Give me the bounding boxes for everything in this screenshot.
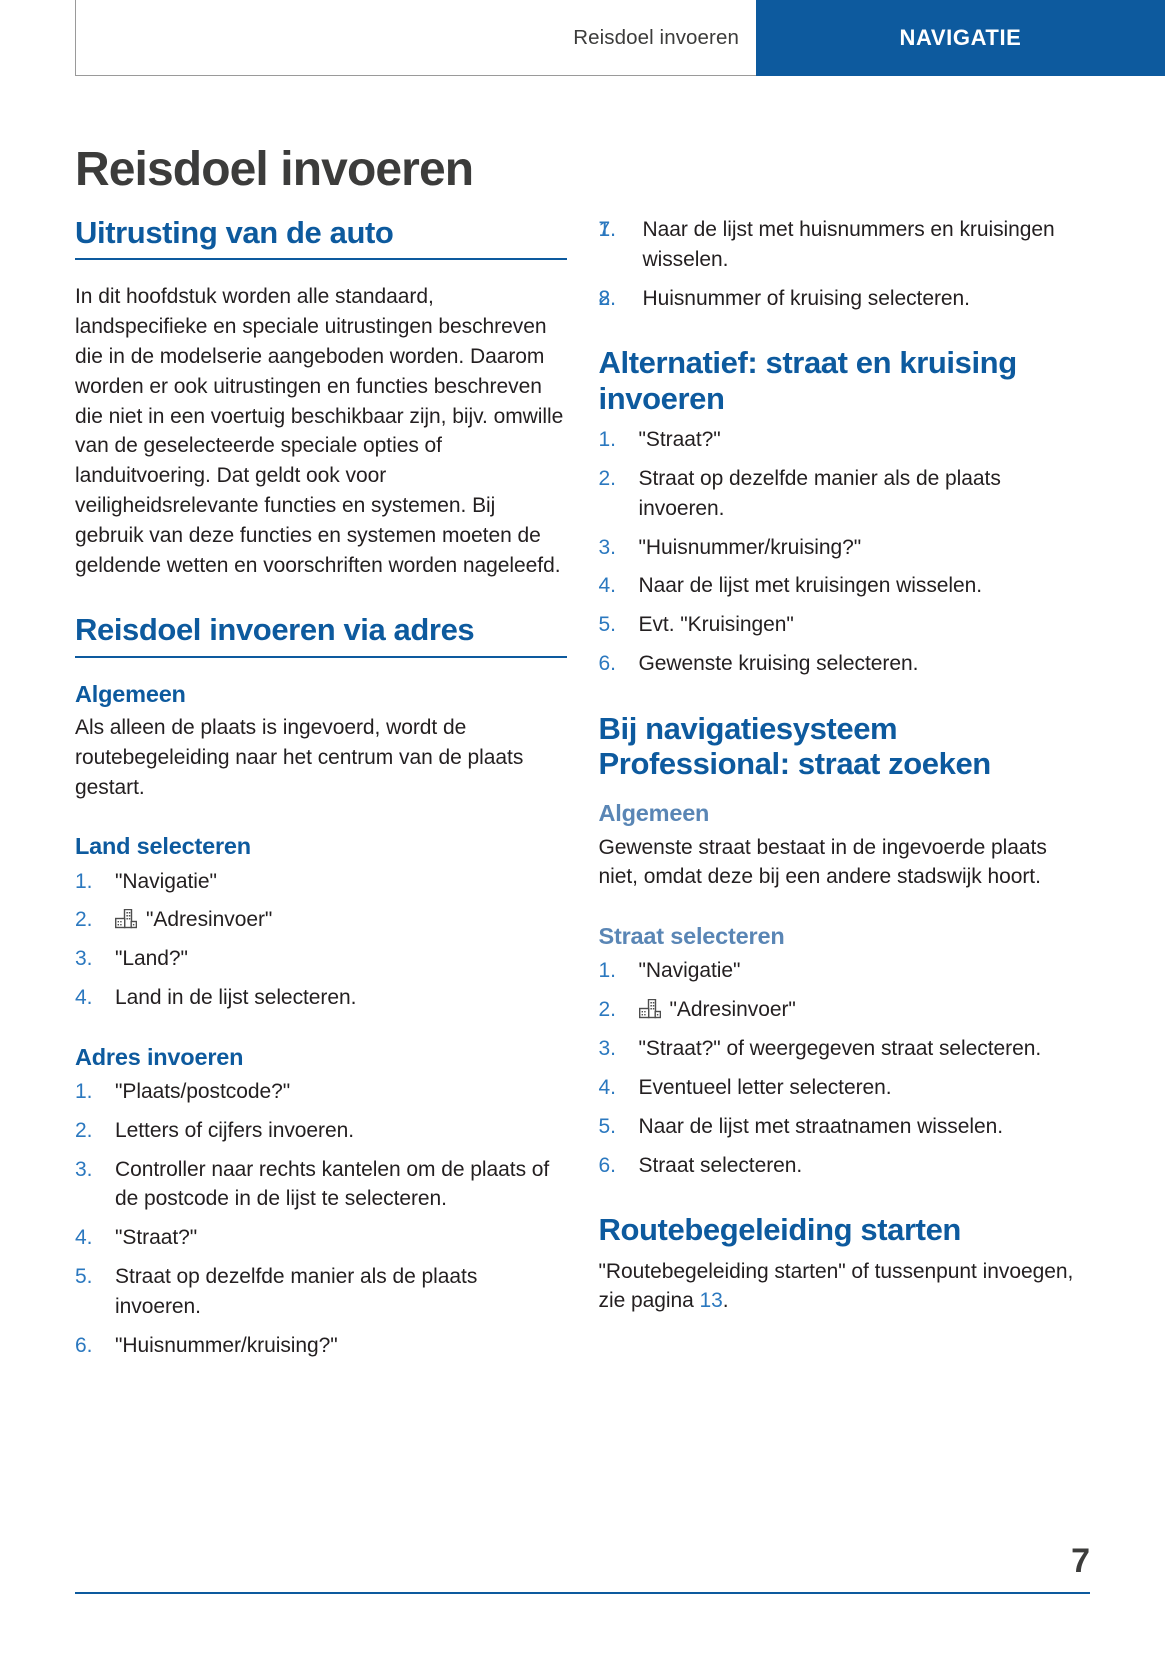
step-text: Straat op dezelfde manier als de plaats invoeren.	[638, 466, 1001, 520]
step-text: Gewenste kruising selecteren.	[638, 651, 919, 675]
steps-land-selecteren	[75, 867, 567, 1013]
list-item	[599, 995, 1091, 1025]
step-text: Straat selecteren.	[638, 1153, 803, 1177]
breadcrumb	[75, 0, 756, 76]
list-item	[599, 1112, 1091, 1142]
section-heading-uitrusting: Uitrusting van de auto	[75, 215, 567, 260]
page-title: Reisdoel invoeren	[75, 143, 474, 197]
list-item	[75, 1262, 567, 1322]
step-number: 8.	[598, 286, 616, 310]
step-text: Eventueel letter selecteren.	[638, 1075, 892, 1099]
step-text: Straat op dezelfde manier als de plaats invoeren.	[115, 1265, 478, 1318]
steps-alternatief	[599, 425, 1091, 679]
list-item	[75, 905, 567, 935]
chapter-tab-label: NAVIGATIE	[899, 25, 1022, 50]
list-item	[75, 944, 567, 974]
paragraph-algemeen-right: Gewenste straat bestaat in de ingevoerde plaats niet, omdat deze bij een andere stadswijk hoort.	[598, 835, 1047, 889]
section-heading-professional: Bij navigatiesysteem Professional: straat zoeken	[598, 710, 991, 782]
step-text: Naar de lijst met kruisingen wisselen.	[638, 574, 983, 598]
step-text: Letters of cijfers invoeren.	[115, 1118, 355, 1142]
paragraph-text-after: .	[722, 1289, 729, 1313]
subheading-straat-selecteren: Straat selecteren	[598, 923, 785, 950]
buildings-icon	[115, 909, 137, 929]
step-text: Naar de lijst met straatnamen wisselen.	[638, 1114, 1004, 1138]
section-heading-routebegeleiding: Routebegeleiding starten	[598, 1212, 961, 1248]
step-text: "Adresinvoer"	[669, 998, 796, 1022]
left-column	[75, 215, 567, 1370]
list-item	[599, 1034, 1091, 1064]
paragraph-uitrusting: In dit hoofdstuk worden alle standaard, landspecifieke en speciale uitrustingen beschreven die in de modelserie aangeboden worden. Daarom worden er ook uitrustingen en functies beschreven die niet in een voertuig beschikbaar zijn, bijv. omwille van de geselecteerde speciale opties of landuitvoering. Dat geldt ook voor veiligheidsrelevante functies en systemen. Bij gebruik van deze functies en systemen moeten de geldende wetten en voorschriften worden nageleefd.	[75, 285, 564, 577]
list-item	[75, 1116, 567, 1146]
step-text: "Straat?"	[115, 1226, 198, 1250]
step-text: "Huisnummer/kruising?"	[638, 535, 862, 559]
step-text: Huisnummer of kruising selecteren.	[642, 286, 970, 310]
list-item	[599, 464, 1091, 524]
step-text: "Navigatie"	[638, 959, 741, 983]
step-text: "Adresinvoer"	[146, 908, 273, 932]
paragraph-routebegeleiding	[599, 1257, 1091, 1317]
step-text: "Straat?"	[638, 428, 721, 452]
subheading-algemeen-right: Algemeen	[598, 800, 710, 827]
list-item	[75, 867, 567, 897]
page-header	[75, 0, 1165, 76]
step-number: 7.	[598, 218, 616, 241]
list-item	[75, 983, 567, 1013]
list-item	[599, 425, 1091, 455]
step-text: "Navigatie"	[115, 869, 217, 893]
list-item	[599, 533, 1091, 563]
section-heading-reisdoel-via-adres: Reisdoel invoeren via adres	[75, 612, 567, 657]
right-column	[599, 215, 1091, 1370]
steps-straat-selecteren	[599, 956, 1091, 1180]
list-item	[599, 1073, 1091, 1103]
step-text: Naar de lijst met huisnummers en kruisingen wisselen.	[642, 218, 1055, 271]
step-text: Land in de lijst selecteren.	[115, 986, 357, 1010]
page-number: 7	[1049, 1542, 1090, 1581]
steps-adres-invoeren-continued	[599, 215, 1091, 313]
step-text: "Huisnummer/kruising?"	[115, 1333, 338, 1357]
step-text: Controller naar rechts kantelen om de plaats of de postcode in de lijst te selecteren.	[115, 1157, 550, 1211]
chapter-tab-navigatie	[756, 0, 1165, 76]
list-item	[75, 1077, 567, 1107]
list-item	[599, 215, 1091, 275]
list-item	[599, 610, 1091, 640]
buildings-icon	[639, 999, 661, 1019]
page-footer	[75, 1537, 1090, 1607]
list-item	[599, 1151, 1091, 1181]
list-item	[75, 1223, 567, 1253]
subheading-land-selecteren: Land selecteren	[75, 833, 251, 860]
content-columns	[75, 215, 1090, 1370]
list-item	[599, 956, 1091, 986]
steps-adres-invoeren	[75, 1077, 567, 1361]
list-item	[75, 1155, 567, 1215]
breadcrumb-label: Reisdoel invoeren	[573, 25, 739, 49]
list-item	[75, 1331, 567, 1361]
paragraph-algemeen-left: Als alleen de plaats is ingevoerd, wordt de routebegeleiding naar het centrum van de plaats gestart.	[75, 715, 524, 799]
step-text: "Straat?" of weergegeven straat selecteren.	[638, 1037, 1042, 1061]
step-text: Evt. "Kruisingen"	[638, 613, 794, 637]
list-item	[599, 649, 1091, 679]
footer-rule	[75, 1592, 1090, 1594]
subheading-algemeen-left: Algemeen	[75, 680, 186, 707]
page-cross-reference[interactable]: 13	[699, 1289, 723, 1313]
list-item	[599, 284, 1091, 314]
step-text: "Plaats/postcode?"	[115, 1080, 291, 1104]
subheading-adres-invoeren: Adres invoeren	[75, 1043, 244, 1070]
list-item	[599, 571, 1091, 601]
paragraph-text-before: "Routebegeleiding starten" of tussenpunt invoegen, zie pagina	[598, 1259, 1074, 1313]
step-text: "Land?"	[115, 947, 188, 971]
section-heading-alternatief: Alternatief: straat en kruising invoeren	[598, 345, 1017, 416]
